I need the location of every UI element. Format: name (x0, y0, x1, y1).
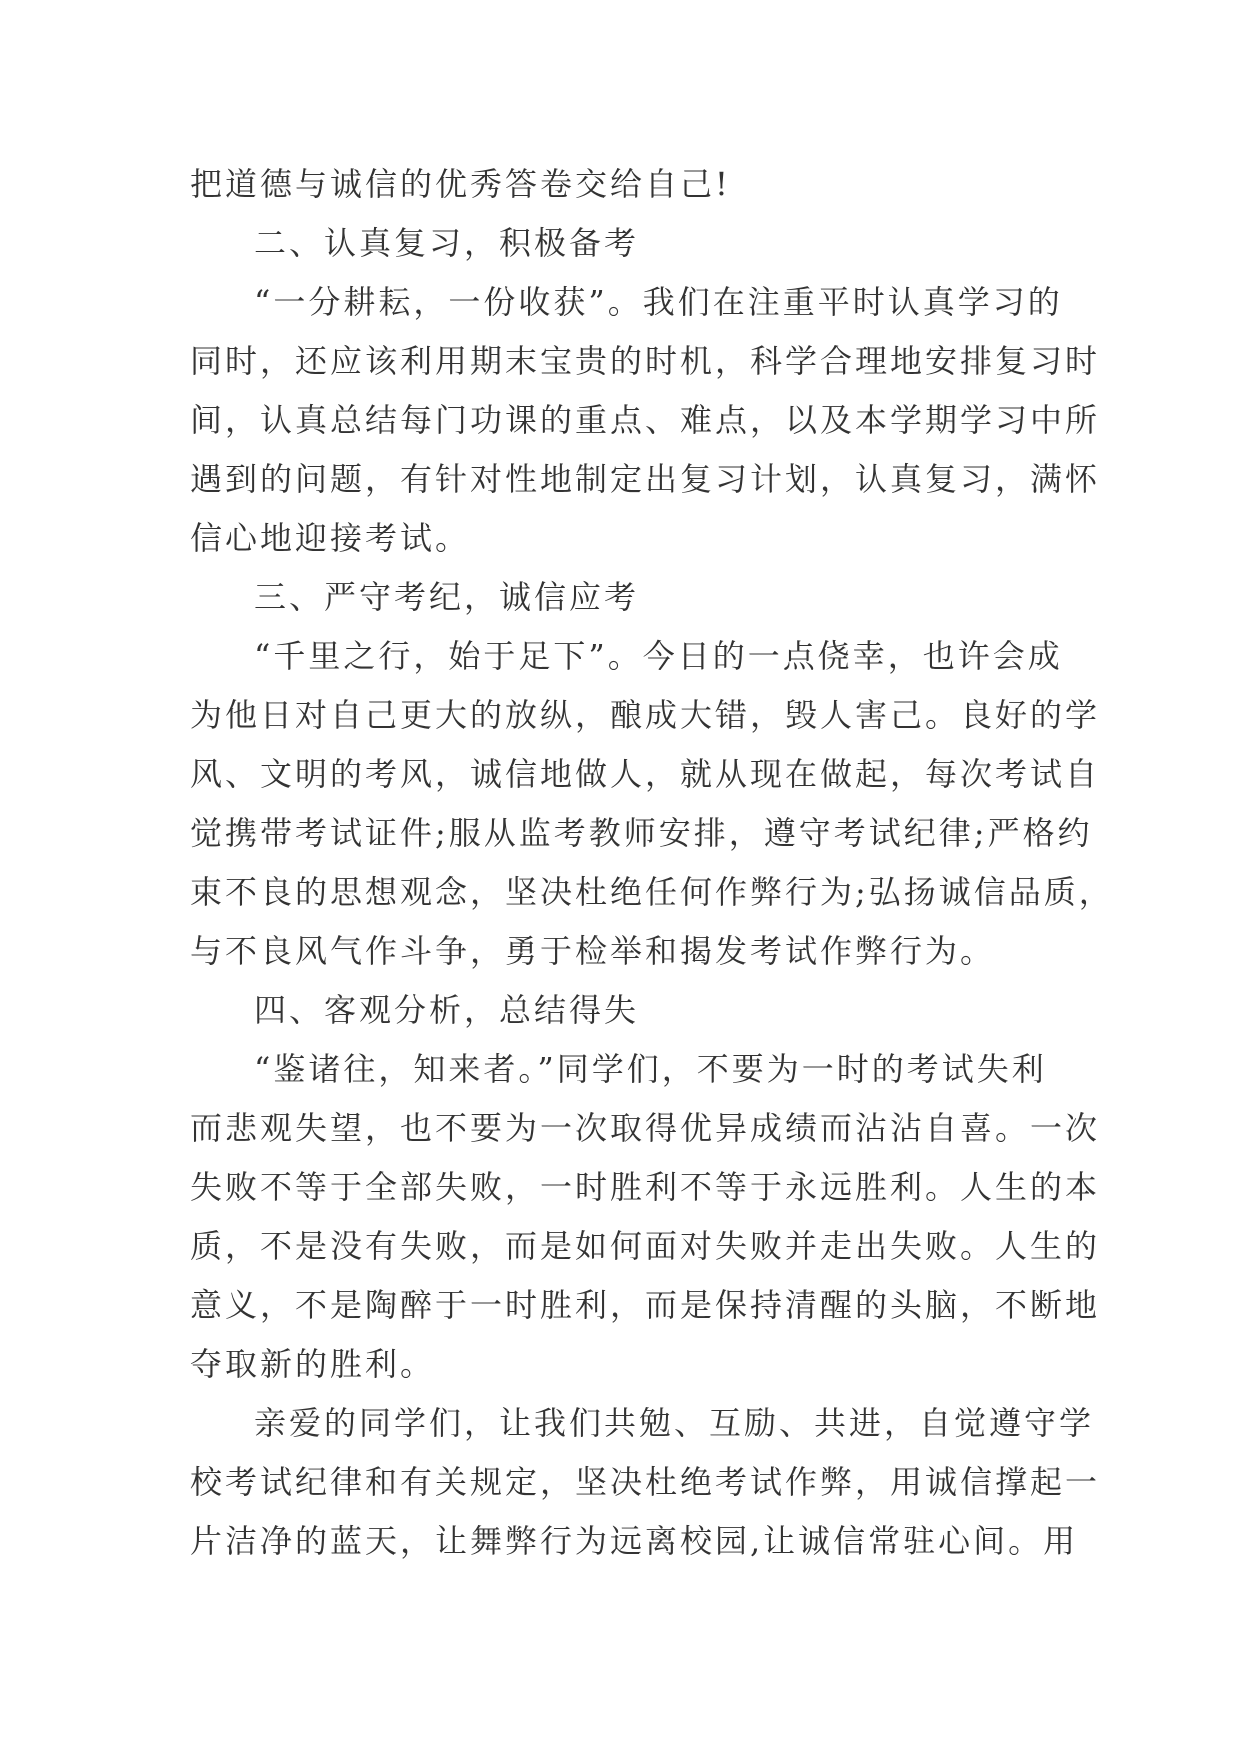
text-line: 风、文明的考风，诚信地做人，就从现在做起，每次考试自 (190, 755, 1101, 793)
section-heading: 三、严守考纪，诚信应考 (254, 578, 640, 616)
section-heading: 四、客观分析，总结得失 (254, 991, 640, 1029)
text-line: 校考试纪律和有关规定，坚决杜绝考试作弊，用诚信撑起一 (190, 1463, 1101, 1501)
text-line: 失败不等于全部失败，一时胜利不等于永远胜利。人生的本 (190, 1168, 1101, 1206)
document-body (190, 155, 1114, 1571)
text-line: 夺取新的胜利。 (190, 1345, 436, 1383)
paragraph-start-line: “一分耕耘，一份收获”。我们在注重平时认真学习的 (254, 283, 1063, 321)
paragraph-start-line: “鉴诸往，知来者。”同学们，不要为一时的考试失利 (254, 1050, 1047, 1088)
text-line: 而悲观失望，也不要为一次取得优异成绩而沾沾自喜。一次 (190, 1109, 1101, 1147)
section-heading: 二、认真复习，积极备考 (254, 224, 640, 262)
text-line: 信心地迎接考试。 (190, 519, 471, 557)
paragraph-start-line: “千里之行，始于足下”。今日的一点侥幸，也许会成 (254, 637, 1063, 675)
text-line: 间，认真总结每门功课的重点、难点，以及本学期学习中所 (190, 401, 1101, 439)
text-line: 觉携带考试证件;服从监考教师安排，遵守考试纪律;严格约 (190, 814, 1093, 852)
text-line: 遇到的问题，有针对性地制定出复习计划，认真复习，满怀 (190, 460, 1101, 498)
text-line: 意义，不是陶醉于一时胜利，而是保持清醒的头脑，不断地 (190, 1286, 1101, 1324)
paragraph-start-line: 亲爱的同学们，让我们共勉、互励、共进，自觉遵守学 (254, 1404, 1095, 1442)
text-line: 束不良的思想观念，坚决杜绝任何作弊行为;弘扬诚信品质， (190, 873, 1114, 911)
text-line: 质，不是没有失败，而是如何面对失败并走出失败。人生的 (190, 1227, 1101, 1265)
text-line: 片洁净的蓝天，让舞弊行为远离校园,让诚信常驻心间。用 (190, 1522, 1079, 1560)
text-line: 为他日对自己更大的放纵，酿成大错，毁人害己。良好的学 (190, 696, 1101, 734)
text-line: 把道德与诚信的优秀答卷交给自己! (190, 165, 731, 203)
text-line: 与不良风气作斗争，勇于检举和揭发考试作弊行为。 (190, 932, 996, 970)
text-line: 同时，还应该利用期末宝贵的时机，科学合理地安排复习时 (190, 342, 1101, 380)
